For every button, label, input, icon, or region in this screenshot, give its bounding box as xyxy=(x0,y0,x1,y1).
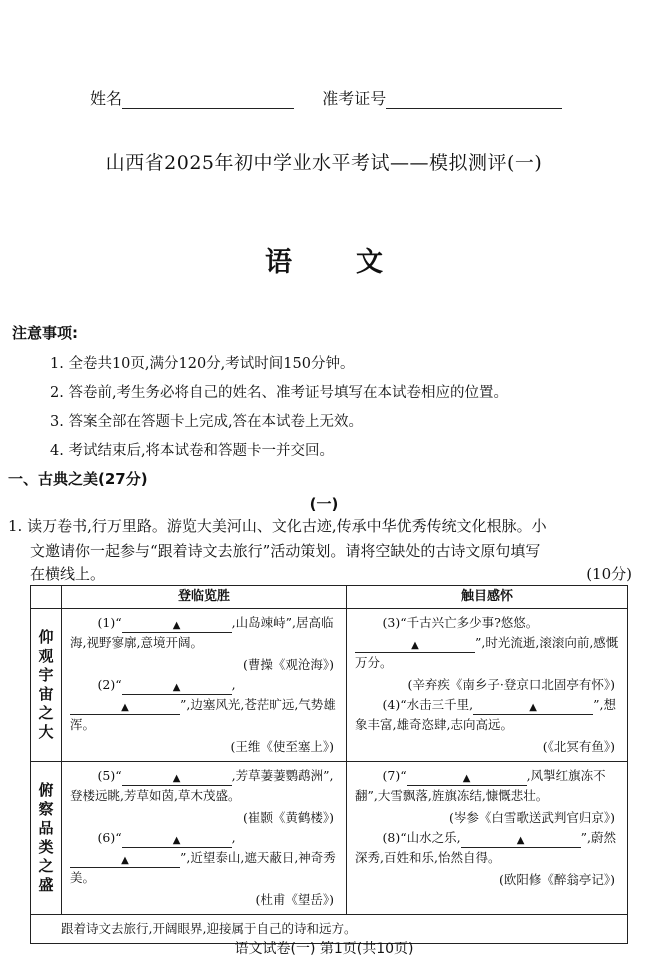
source-citation: (岑参《白雪歌送武判官归京》) xyxy=(448,810,615,825)
row-label-1: 仰 观 宇 宙 之 大 xyxy=(31,609,62,762)
subject-title: 语文 xyxy=(265,247,447,278)
id-label: 准考证号 xyxy=(322,89,387,108)
source-citation: (杜甫《望岳》) xyxy=(255,892,334,907)
question-item-2: (2)“ ▲ ,▲ ”,边塞风光,苍茫旷远,气势雄浑。 xyxy=(70,677,336,732)
notice-item: 2. 答卷前,考生务必将自己的姓名、准考证号填写在本试卷相应的位置。 xyxy=(50,385,509,401)
answer-blank-2a[interactable]: ▲ xyxy=(122,678,232,695)
table-cell xyxy=(62,762,347,915)
table-cell xyxy=(62,609,347,762)
answer-blank-5[interactable]: ▲ xyxy=(122,769,232,786)
section-heading: 一、古典之美(27分) xyxy=(8,470,148,488)
candidate-info xyxy=(90,86,562,109)
notice-item: 4. 考试结束后,将本试卷和答题卡一并交回。 xyxy=(50,443,335,459)
source-citation: (王维《使至塞上》) xyxy=(230,739,334,754)
col-header-2: 触目感怀 xyxy=(347,586,628,609)
question-item-1: (1)“ ▲ ,山岛竦峙”,居高临海,视野寥廓,意境开阔。 xyxy=(70,615,334,650)
source-citation: (欧阳修《醉翁亭记》) xyxy=(498,872,615,887)
name-label: 姓名 xyxy=(90,89,123,108)
name-field[interactable] xyxy=(122,92,294,109)
answer-blank-7[interactable]: ▲ xyxy=(407,769,527,786)
exam-title: 山西省2025年初中学业水平考试——模拟测评(一) xyxy=(105,152,543,174)
question-text: 文邀请你一起参与“跟着诗文去旅行”活动策划。请将空缺处的古诗文原句填写 xyxy=(30,542,541,560)
question-item-6: (6)“ ▲ ,▲ ”,近望泰山,遮天蔽日,神奇秀美。 xyxy=(70,830,336,885)
question-item-4: (4)“水击三千里, ▲ ”,想象丰富,雄奇恣肆,志向高远。 xyxy=(355,697,616,732)
question-item-7: (7)“ ▲ ,风掣红旗冻不翻”,大雪飘落,旌旗冻结,慷慨悲壮。 xyxy=(355,768,606,803)
answer-blank-1[interactable]: ▲ xyxy=(122,616,232,633)
table-row xyxy=(31,609,628,762)
table-cell xyxy=(347,609,628,762)
source-citation: (崔颢《黄鹤楼》) xyxy=(242,810,334,825)
question-item-3: (3)“千古兴亡多少事?悠悠。▲ ”,时光流逝,滚滚向前,感慨万分。 xyxy=(355,615,619,670)
page-footer: 语文试卷(一) 第1页(共10页) xyxy=(234,941,414,957)
answer-blank-4[interactable]: ▲ xyxy=(473,698,593,715)
row-label-2: 俯 察 品 类 之 盛 xyxy=(31,762,62,915)
question-score: (10分) xyxy=(586,565,632,583)
question-item-8: (8)“山水之乐, ▲ ”,蔚然深秀,百姓和乐,怡然自得。 xyxy=(355,830,616,865)
question-text: 在横线上。 xyxy=(30,565,106,583)
table-header-row xyxy=(31,586,628,609)
notice-item: 3. 答案全部在答题卡上完成,答在本试卷上无效。 xyxy=(50,414,364,430)
part-label: (一) xyxy=(309,495,339,513)
notice-heading: 注意事项: xyxy=(12,324,78,342)
corner-cell xyxy=(31,586,62,609)
notice-item: 1. 全卷共10页,满分120分,考试时间150分钟。 xyxy=(50,356,355,372)
answer-blank-2b[interactable]: ▲ xyxy=(70,698,180,715)
source-citation: (辛弃疾《南乡子·登京口北固亭有怀》) xyxy=(407,677,615,692)
question-text: 1. 读万卷书,行万里路。游览大美河山、文化古迹,传承中华优秀传统文化根脉。小 xyxy=(8,517,547,535)
table-footer-text: 跟着诗文去旅行,开阔眼界,迎接属于自己的诗和远方。 xyxy=(31,915,628,944)
table-row xyxy=(31,762,628,915)
answer-blank-3[interactable]: ▲ xyxy=(355,636,475,653)
answer-blank-6a[interactable]: ▲ xyxy=(122,831,232,848)
question-item-5: (5)“ ▲ ,芳草萋萋鹦鹉洲”,登楼远眺,芳草如茵,草木茂盛。 xyxy=(70,768,334,803)
answer-blank-6b[interactable]: ▲ xyxy=(70,851,180,868)
answer-blank-8[interactable]: ▲ xyxy=(461,831,581,848)
col-header-1: 登临览胜 xyxy=(62,586,347,609)
source-citation: (《北冥有鱼》) xyxy=(542,739,615,754)
id-field[interactable] xyxy=(386,92,562,109)
poem-table xyxy=(30,585,628,944)
table-cell xyxy=(347,762,628,915)
source-citation: (曹操《观沧海》) xyxy=(242,657,334,672)
